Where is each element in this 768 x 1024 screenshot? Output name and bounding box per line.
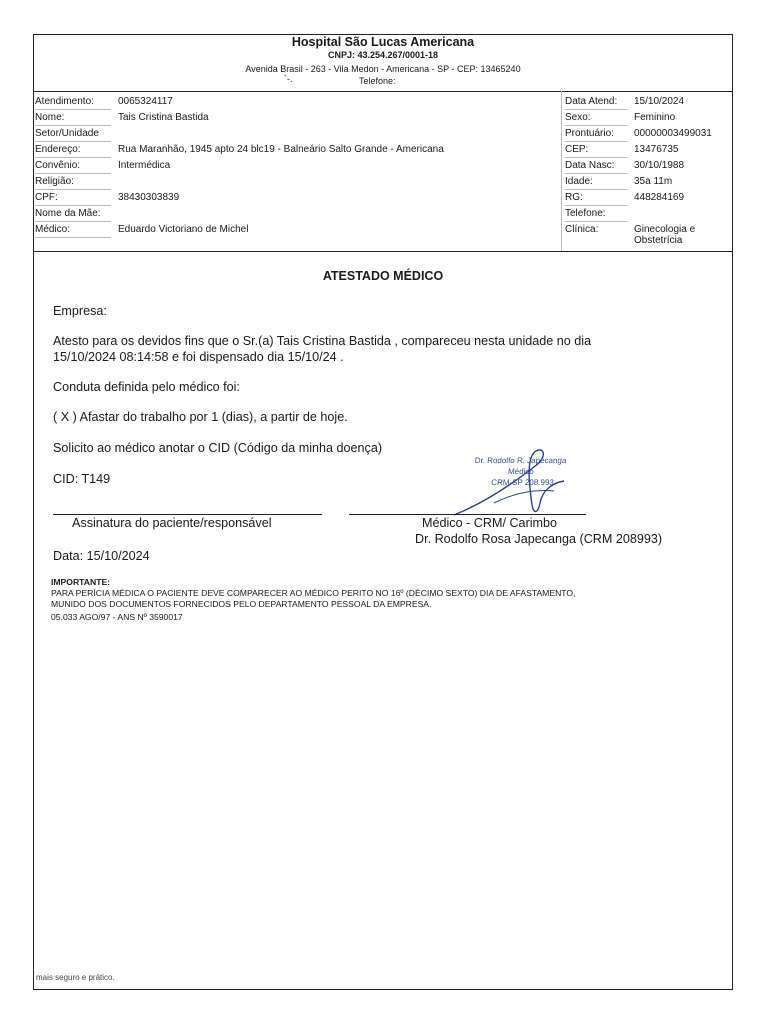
field-label: Nome:: [35, 110, 111, 126]
field-value: [634, 224, 695, 246]
field-label: RG:: [565, 190, 627, 206]
field-value: 13476735: [634, 144, 679, 155]
field-value: Feminino: [634, 112, 676, 123]
field-label: Prontuário:: [565, 126, 627, 142]
info-row: [34, 206, 732, 222]
doctor-signature-line: [349, 514, 586, 515]
hospital-cnpj: CNPJ: 43.254.267/0001-18: [327, 50, 439, 60]
field-value: 30/10/1988: [634, 160, 685, 171]
field-value: 35a 11m: [634, 176, 673, 187]
hospital-header: [34, 35, 732, 92]
info-row: [34, 126, 732, 142]
clinic-line-1: Ginecologia e: [634, 224, 696, 235]
info-row: [34, 142, 732, 158]
field-label: Idade:: [565, 174, 627, 190]
info-row: [34, 110, 732, 126]
doctor-name: Dr. Rodolfo Rosa Japecanga (CRM 208993): [415, 532, 663, 546]
form-code: 05.033 AGO/97 - ANS Nº 3590017: [51, 612, 183, 622]
field-value: Rua Maranhão, 1945 apto 24 blc19 - Balneário Salto Grande - Americana: [118, 144, 444, 155]
hospital-address: Avenida Brasil - 263 - Vila Medon - Americana - SP - CEP: 13465240: [245, 64, 521, 74]
phone-label: Telefone:: [359, 76, 396, 86]
info-row: [34, 222, 732, 246]
field-value: Tais Cristina Bastida: [118, 112, 209, 123]
field-label: Atendimento:: [35, 94, 111, 110]
hospital-name: Hospital São Lucas Americana: [291, 35, 475, 49]
field-label: Clínica:: [565, 224, 599, 235]
footer-cut-text: mais seguro e prático.: [36, 973, 115, 982]
conduta-line: Conduta definida pelo médico foi:: [53, 380, 240, 394]
patient-signature-line: [53, 514, 322, 515]
field-value: 448284169: [634, 192, 685, 203]
date-line: Data: 15/10/2024: [53, 549, 150, 563]
info-row: [34, 174, 732, 190]
certificate-title: ATESTADO MÉDICO: [322, 269, 444, 283]
field-label: Nome da Mãe:: [35, 206, 111, 222]
patient-info-block: [34, 91, 732, 252]
important-line-2: MUNIDO DOS DOCUMENTOS FORNECIDOS PELO DEPARTAMENTO PESSOAL DA EMPRESA.: [51, 599, 432, 609]
info-row: [34, 158, 732, 174]
important-line-1: PARA PERÍCIA MÉDICA O PACIENTE DEVE COMPARECER AO MÉDICO PERITO NO 16º (DÉCIMO SEXTO) DIA DE AFASTAMENTO,: [51, 588, 576, 598]
stamp-line-1: Dr. Rodolfo R. Japecanga: [474, 456, 567, 465]
atesto-line-1: Atesto para os devidos fins que o Sr.(a) Tais Cristina Bastida , compareceu nesta unidade no dia: [53, 334, 592, 348]
important-heading: IMPORTANTE:: [51, 577, 111, 587]
scan-mark: `-.: [284, 74, 293, 84]
field-label: Telefone:: [565, 206, 627, 222]
field-label: Médico:: [35, 222, 111, 238]
patient-signature-label: Assinatura do paciente/responsável: [72, 516, 272, 530]
solicito-line: Solicito ao médico anotar o CID (Código da minha doença): [53, 441, 383, 455]
afastar-line: ( X ) Afastar do trabalho por 1 (dias), a partir de hoje.: [53, 410, 348, 424]
stamp-line-3: CRM-SP 208.993: [490, 478, 555, 487]
field-value: 15/10/2024: [634, 96, 685, 107]
empresa-line: Empresa:: [53, 304, 107, 318]
atesto-line-2: 15/10/2024 08:14:58 e foi dispensado dia 15/10/24 .: [53, 350, 344, 364]
field-value: Intermédica: [118, 160, 171, 171]
field-label: Endereço:: [35, 142, 111, 158]
field-label: CPF:: [35, 190, 111, 206]
doctor-signature: [434, 443, 584, 523]
cid-line: CID: T149: [53, 472, 111, 486]
field-label: Sexo:: [565, 110, 627, 126]
field-value: 00000003499031: [634, 128, 712, 139]
field-label: CEP:: [565, 142, 627, 158]
field-value: 0065324117: [118, 96, 173, 107]
field-label: Religião:: [35, 174, 111, 190]
field-label: Data Nasc:: [565, 158, 627, 174]
field-label: Data Atend:: [565, 94, 627, 110]
doctor-signature-label: Médico - CRM/ Carimbo: [422, 516, 558, 530]
field-value: 38430303839: [118, 192, 180, 203]
field-value: Eduardo Victoriano de Michel: [118, 224, 249, 235]
clinic-line-2: Obstetrícia: [634, 235, 683, 246]
stamp-line-2: Médico: [507, 467, 535, 476]
field-label: Setor/Unidade: [35, 126, 111, 142]
info-row: [34, 94, 732, 110]
field-label: Convênio:: [35, 158, 111, 174]
info-row: [34, 190, 732, 206]
certificate-frame: [33, 34, 733, 990]
